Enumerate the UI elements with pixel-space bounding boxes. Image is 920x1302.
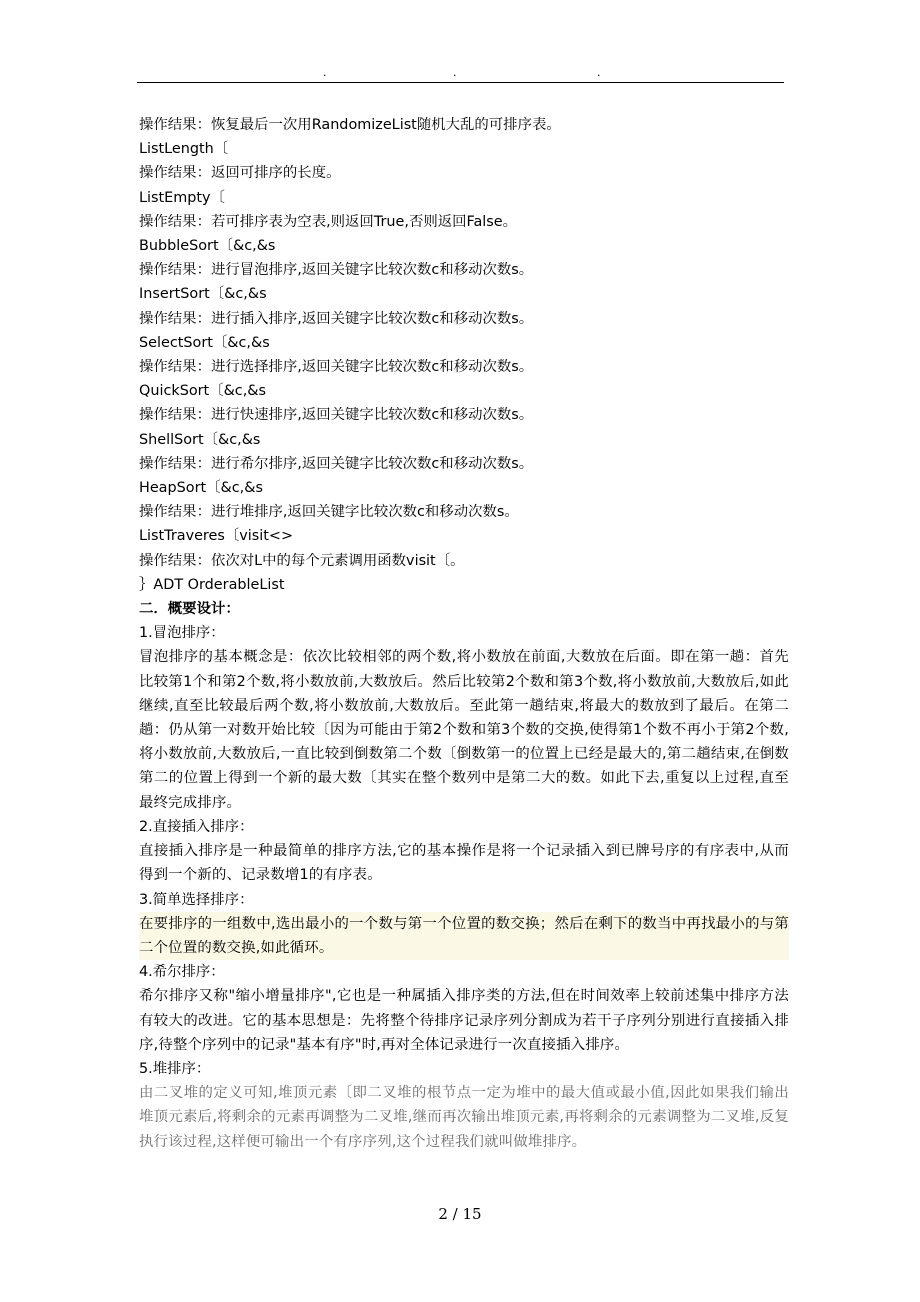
text-line: QuickSort〔&c,&s xyxy=(139,383,267,400)
text-line: 操作结果：进行插入排序,返回关键字比较次数c和移动次数s。 xyxy=(139,310,534,327)
text-line: 操作结果：若可排序表为空表,则返回True,否则返回False。 xyxy=(139,213,518,230)
header-marks xyxy=(137,66,784,80)
item-title: 2.直接插入排序： xyxy=(139,818,254,835)
text-line: 操作结果：进行快速排序,返回关键字比较次数c和移动次数s。 xyxy=(139,407,534,424)
text-line: ShellSort〔&c,&s xyxy=(139,431,261,448)
text-line: InsertSort〔&c,&s xyxy=(139,286,267,303)
header-rule xyxy=(137,82,784,83)
item-body: 冒泡排序的基本概念是：依次比较相邻的两个数,将小数放在前面,大数放在后面。即在第一趟：首先比较第1个和第2个数,将小数放前,大数放后。然后比较第2个数和第3个数,将小数放前,大数放后,如此继续,直至比较最后两个数,将小数放前,大数放后。至此第一趟结束,将最大的数放到了最后。在第二趟：仍从第一对数开始比较〔因为可能由于第2个数和第3个数的交换,使得第1个数不再小于第2个数,将小数放前,大数放后,一直比较到倒数第二个数〔倒数第一的位置上已经是最大的,第二趟结束,在倒数第二的位置上得到一个新的最大数〔其实在整个数列中是第二大的数。如此下去,重复以上过程,直至最终完成排序。 xyxy=(139,649,789,811)
text-line: SelectSort〔&c,&s xyxy=(139,334,270,351)
text-line: 操作结果：进行希尔排序,返回关键字比较次数c和移动次数s。 xyxy=(139,455,534,472)
text-line: 操作结果：进行选择排序,返回关键字比较次数c和移动次数s。 xyxy=(139,359,534,376)
section-heading: 二．概要设计： xyxy=(139,601,240,618)
item-title: 1.冒泡排序： xyxy=(139,625,225,642)
item-body-highlighted: 在要排序的一组数中,选出最小的一个数与第一个位置的数交换；然后在剩下的数当中再找最小的与第二个位置的数交换,如此循环。 xyxy=(139,912,789,960)
text-line: 操作结果：进行冒泡排序,返回关键字比较次数c和移动次数s。 xyxy=(139,262,534,279)
item-body: 直接插入排序是一种最简单的排序方法,它的基本操作是将一个记录插入到已牌号序的有序表中,从而得到一个新的、记录数增1的有序表。 xyxy=(139,843,789,884)
header-dot: . xyxy=(323,66,327,79)
text-line: ListEmpty〔 xyxy=(139,189,225,206)
text-line: ListLength〔 xyxy=(139,141,229,158)
text-line: ListTraveres〔visit<> xyxy=(139,528,294,545)
item-body: 希尔排序又称"缩小增量排序",它也是一种属插入排序类的方法,但在时间效率上较前述集中排序方法有较大的改进。它的基本思想是：先将整个待排序记录序列分割成为若干子序列分别进行直接插入排序,待整个序列中的记录"基本有序"时,再对全体记录进行一次直接插入排序。 xyxy=(139,988,789,1053)
page-number: 2 / 15 xyxy=(438,1205,482,1223)
item-title: 3.简单选择排序： xyxy=(139,891,254,908)
item-title: 4.希尔排序： xyxy=(139,964,225,981)
header-dot: . xyxy=(597,66,601,79)
text-line: 操作结果：依次对L中的每个元素调用函数visit〔。 xyxy=(139,552,465,569)
text-line: BubbleSort〔&c,&s xyxy=(139,238,276,255)
text-line: HeapSort〔&c,&s xyxy=(139,480,263,497)
document-body xyxy=(139,113,789,1154)
text-line: 操作结果：进行堆排序,返回关键字比较次数c和移动次数s。 xyxy=(139,504,519,521)
text-line: 操作结果：返回可排序的长度。 xyxy=(139,165,341,182)
header-dot: . xyxy=(453,66,457,79)
text-line: ｝ADT OrderableList xyxy=(139,576,285,593)
item-title: 5.堆排序： xyxy=(139,1060,211,1077)
text-line: 操作结果：恢复最后一次用RandomizeList随机大乱的可排序表。 xyxy=(139,117,561,133)
item-body: 由二叉堆的定义可知,堆顶元素〔即二叉堆的根节点一定为堆中的最大值或最小值,因此如果我们输出堆顶元素后,将剩余的元素再调整为二叉堆,继而再次输出堆顶元素,再将剩余的元素调整为二叉堆,反复执行该过程,这样便可输出一个有序序列,这个过程我们就叫做堆排序。 xyxy=(139,1085,789,1150)
